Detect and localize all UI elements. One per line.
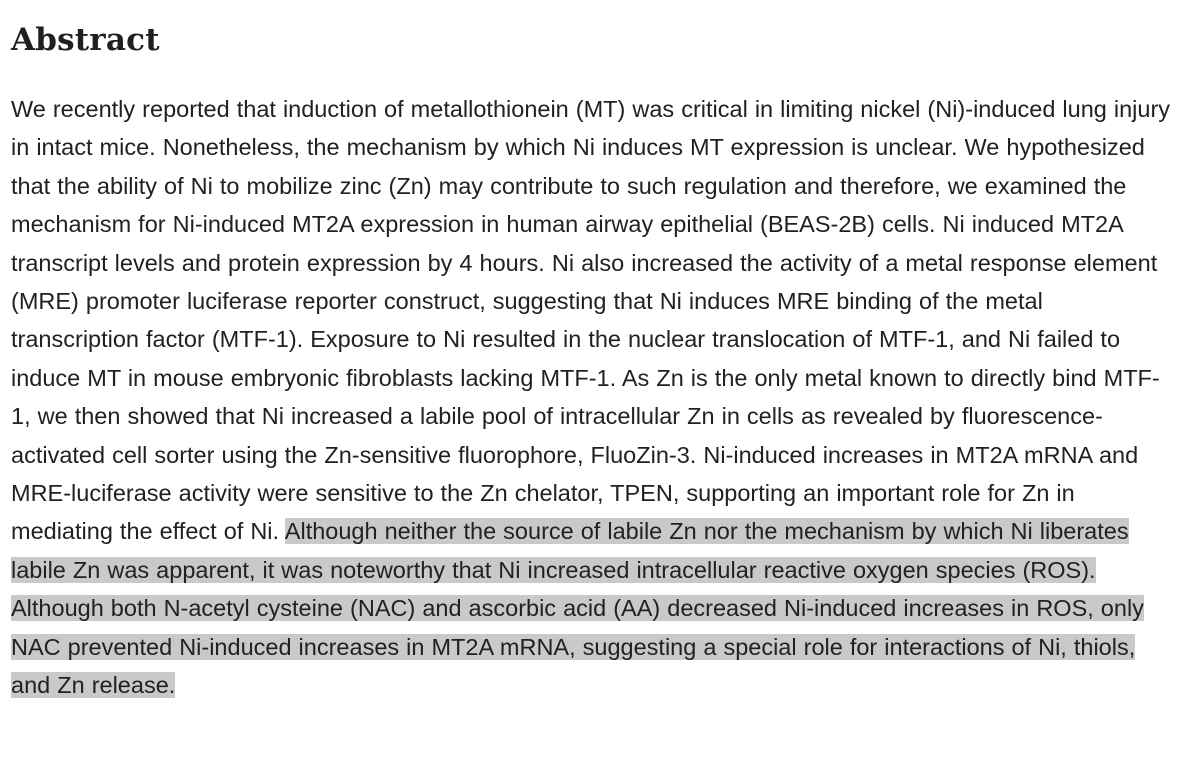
abstract-paragraph[interactable] [11,90,1173,705]
abstract-section [11,14,1173,705]
abstract-body-text[interactable]: We recently reported that induction of metallothionein (MT) was critical in limiting nickel (Ni)-induced lung injury in intact mice. Nonetheless, the mechanism by which Ni induces MT expression is unclear. We hypothesized that the ability of Ni to mobilize zinc (Zn) may contribute to such regulation and therefore, we examined the mechanism for Ni-induced MT2A expression in human airway epithelial (BEAS-2B) cells. Ni induced MT2A transcript levels and protein expression by 4 hours. Ni also increased the activity of a metal response element (MRE) promoter luciferase reporter construct, suggesting that Ni induces MRE binding of the metal transcription factor (MTF-1). Exposure to Ni resulted in the nuclear translocation of MTF-1, and Ni failed to induce MT in mouse embryonic fibroblasts lacking MTF-1. As Zn is the only metal known to directly bind MTF-1, we then showed that Ni increased a labile pool of intracellular Zn in cells as revealed by fluorescence-activated cell sorter using the Zn-sensitive fluorophore, FluoZin-3. Ni-induced increases in MT2A mRNA and MRE-luciferase activity were sensitive to the Zn chelator, TPEN, supporting an important role for Zn in mediating the effect of Ni. [11,96,1171,545]
selected-text-highlight[interactable]: Although neither the source of labile Zn nor the mechanism by which Ni liberates labile Zn was apparent, it was noteworthy that Ni increased intracellular reactive oxygen species (ROS). Although both N-acetyl cysteine (NAC) and ascorbic acid (AA) decreased Ni-induced increases in ROS, only NAC prevented Ni-induced increases in MT2A mRNA, suggesting a special role for interactions of Ni, thiols, and Zn release. [11,518,1144,699]
abstract-heading: Abstract [11,22,160,58]
